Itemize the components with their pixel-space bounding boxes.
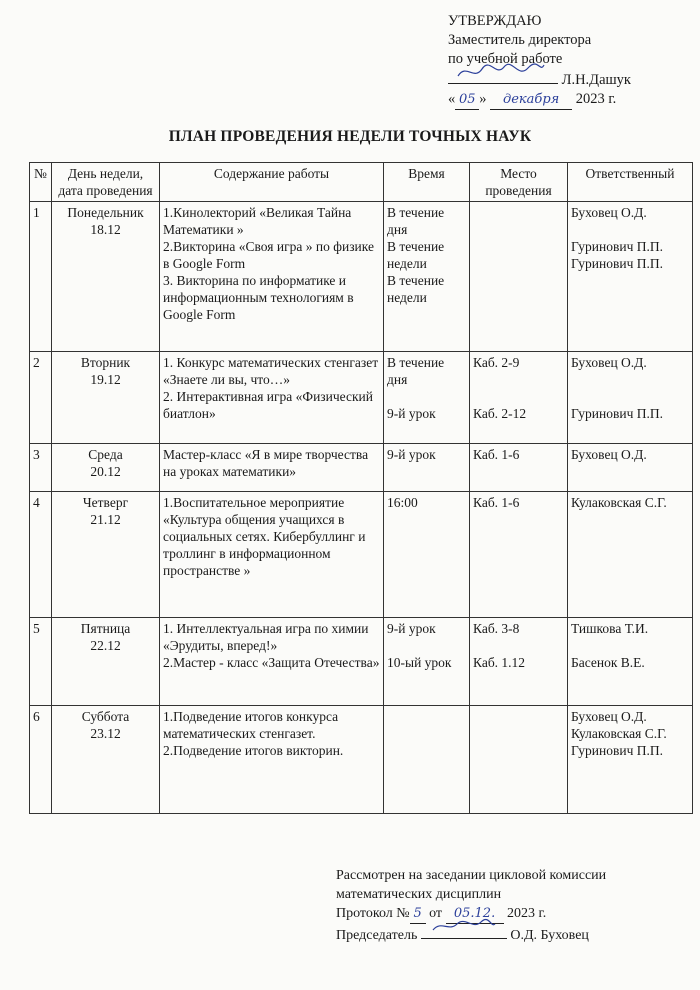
chair-signature — [421, 924, 507, 939]
cell-day — [52, 706, 160, 814]
footer-line1: Рассмотрен на заседании цикловой комиссии — [336, 868, 607, 883]
signature-scribble — [448, 69, 558, 84]
footer-line2: математических дисциплин — [336, 887, 502, 902]
content-line: 2. Интерактивная игра «Физический биатлон» — [163, 389, 373, 421]
resp-line: Гуринович П.П. — [571, 743, 664, 758]
time-line — [387, 388, 466, 405]
cell-time — [384, 492, 470, 618]
resp-line: Тишкова Т.И. — [571, 621, 649, 636]
place-line: Каб. 2-12 — [473, 406, 527, 421]
day-date: 21.12 — [90, 512, 121, 527]
table-row — [30, 618, 693, 706]
cell-time — [384, 352, 470, 444]
place-line: Каб. 1-6 — [473, 447, 520, 462]
day-date: 22.12 — [90, 638, 121, 653]
place-line — [473, 388, 564, 405]
cell-place — [470, 618, 568, 706]
time-line: 9-й урок — [387, 621, 436, 636]
place-line: Каб. 3-8 — [473, 621, 520, 636]
cell-num: 2 — [30, 352, 52, 444]
chair-name: О.Д. Буховец — [510, 928, 589, 943]
day-date: 23.12 — [90, 726, 121, 741]
content-line: 1. Интеллектуальная игра по химии «Эрудиты, вперед!» — [163, 621, 369, 653]
place-line: Каб. 1.12 — [473, 655, 526, 670]
cell-day — [52, 444, 160, 492]
time-line: В течение недели — [387, 273, 445, 305]
content-line: 3. Викторина по информатике и информационным технологиям в Google Form — [163, 273, 354, 322]
place-line: Каб. 2-9 — [473, 355, 520, 370]
time-line: В течение дня — [387, 205, 445, 237]
header-day: День недели, дата проведения — [52, 163, 160, 202]
cell-time — [384, 444, 470, 492]
content-line: 1.Подведение итогов конкурса математических стенгазет. — [163, 709, 339, 741]
resp-line: Гуринович П.П. — [571, 406, 664, 421]
schedule-table — [29, 162, 693, 814]
table-row — [30, 706, 693, 814]
approval-block — [448, 12, 631, 110]
resp-line — [571, 221, 689, 238]
day-name: Суббота — [81, 709, 130, 724]
resp-line — [571, 371, 689, 388]
approval-date-day: 05 — [455, 90, 479, 110]
content-line: 2.Подведение итогов викторин. — [163, 743, 344, 758]
cell-day — [52, 352, 160, 444]
resp-line: Кулаковская С.Г. — [571, 726, 667, 741]
cell-time — [384, 202, 470, 352]
cell-num: 3 — [30, 444, 52, 492]
cell-time — [384, 706, 470, 814]
protocol-number: 5 — [410, 904, 426, 924]
day-name: Пятница — [80, 621, 131, 636]
approval-signature-line — [448, 69, 631, 90]
cell-place — [470, 444, 568, 492]
approval-heading: УТВЕРЖДАЮ — [448, 13, 542, 29]
cell-time — [384, 618, 470, 706]
cell-content — [160, 492, 384, 618]
content-line: 2.Викторина «Своя игра » по физике в Google Form — [163, 239, 374, 271]
resp-line: Буховец О.Д. — [571, 355, 647, 370]
approval-date-year: 2023 г. — [575, 91, 617, 107]
resp-line: Гуринович П.П. — [571, 256, 664, 271]
cell-content — [160, 202, 384, 352]
day-date: 19.12 — [90, 372, 121, 387]
time-line: В течение недели — [387, 239, 445, 271]
place-line: Каб. 1-6 — [473, 495, 520, 510]
cell-day — [52, 202, 160, 352]
cell-content — [160, 706, 384, 814]
resp-line: Буховец О.Д. — [571, 205, 647, 220]
content-line: 1.Воспитательное мероприятие «Культура общения учащихся в социальных сетях. Кибербуллинг и троллинг в информационном пространстве » — [163, 495, 366, 578]
cell-place — [470, 352, 568, 444]
cell-day — [52, 492, 160, 618]
table-header-row — [30, 163, 693, 202]
cell-resp — [568, 706, 693, 814]
resp-line: Кулаковская С.Г. — [571, 495, 667, 510]
content-line: 1. Конкурс математических стенгазет «Знаете ли вы, что…» — [163, 355, 379, 387]
cell-place — [470, 492, 568, 618]
cell-content — [160, 444, 384, 492]
resp-line — [571, 388, 689, 405]
day-name: Среда — [88, 447, 123, 462]
header-responsible: Ответственный — [568, 163, 693, 202]
content-line: Мастер-класс «Я в мире творчества на уроках математики» — [163, 447, 369, 479]
table-row — [30, 492, 693, 618]
footer-block — [336, 866, 606, 945]
cell-resp — [568, 618, 693, 706]
approval-date: « 05 » декабря 2023 г. — [448, 90, 631, 110]
resp-line: Буховец О.Д. — [571, 709, 647, 724]
footer-chair: Председатель О.Д. Буховец — [336, 924, 606, 945]
cell-num: 6 — [30, 706, 52, 814]
header-time: Время — [384, 163, 470, 202]
approval-position: Заместитель директора — [448, 32, 592, 48]
day-name: Четверг — [82, 495, 129, 510]
cell-num: 5 — [30, 618, 52, 706]
cell-resp — [568, 444, 693, 492]
time-line: 9-й урок — [387, 406, 436, 421]
content-line: 1.Кинолекторий «Великая Тайна Математики » — [163, 205, 352, 237]
place-line — [473, 371, 564, 388]
cell-num: 1 — [30, 202, 52, 352]
cell-content — [160, 352, 384, 444]
cell-place — [470, 706, 568, 814]
day-name: Вторник — [80, 355, 131, 370]
table-row — [30, 444, 693, 492]
approval-signer: Л.Н.Дашук — [561, 72, 631, 88]
cell-resp — [568, 202, 693, 352]
cell-day — [52, 618, 160, 706]
table-row — [30, 202, 693, 352]
header-num: № — [30, 163, 52, 202]
table-row — [30, 352, 693, 444]
footer-protocol: Протокол № 5 от 05.12. 2023 г. — [336, 904, 606, 924]
cell-content — [160, 618, 384, 706]
day-name: Понедельник — [67, 205, 144, 220]
place-line — [473, 637, 564, 654]
time-line: 10-ый урок — [387, 655, 452, 670]
cell-place — [470, 202, 568, 352]
document-title: ПЛАН ПРОВЕДЕНИЯ НЕДЕЛИ ТОЧНЫХ НАУК — [168, 128, 532, 145]
approval-department: по учебной работе — [448, 51, 563, 67]
cell-resp — [568, 492, 693, 618]
time-line: В течение дня — [387, 355, 445, 387]
resp-line: Басенок В.Е. — [571, 655, 645, 670]
time-line: 9-й урок — [387, 447, 436, 462]
content-line: 2.Мастер - класс «Защита Отечества» — [163, 655, 380, 670]
cell-num: 4 — [30, 492, 52, 618]
time-line: 16:00 — [387, 495, 418, 510]
approval-date-month: декабря — [490, 90, 572, 110]
resp-line — [571, 637, 689, 654]
time-line — [387, 637, 466, 654]
header-content: Содержание работы — [160, 163, 384, 202]
resp-line: Гуринович П.П. — [571, 239, 664, 254]
cell-resp — [568, 352, 693, 444]
header-place: Место проведения — [470, 163, 568, 202]
protocol-date: 05.12. — [446, 904, 504, 924]
day-date: 20.12 — [90, 464, 121, 479]
resp-line: Буховец О.Д. — [571, 447, 647, 462]
day-date: 18.12 — [90, 222, 121, 237]
